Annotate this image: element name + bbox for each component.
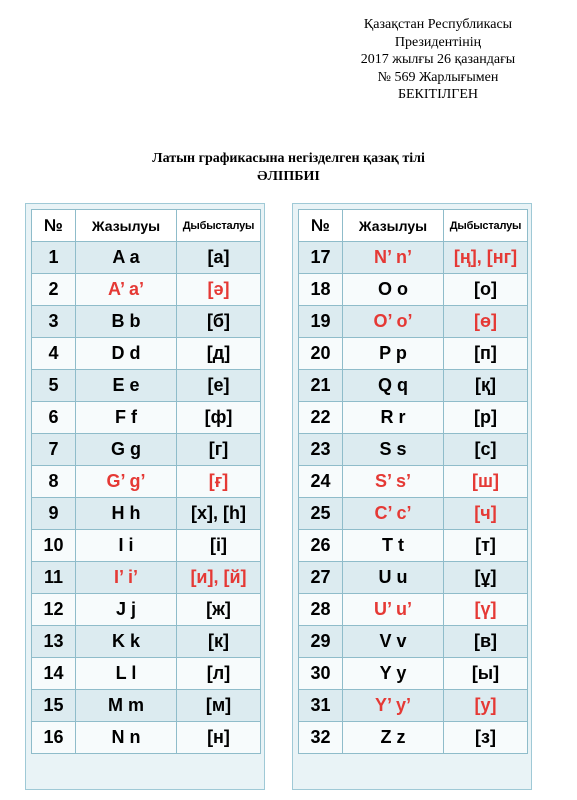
letter-pronunciation: [қ] [444, 370, 528, 402]
table-row [32, 242, 261, 274]
table-row [299, 466, 528, 498]
letter-number: 1 [32, 242, 76, 274]
table-row [32, 274, 261, 306]
decree-line: № 569 Жарлығымен [377, 69, 499, 85]
letter-pronunciation: [ң], [нг] [444, 242, 528, 274]
letter-pronunciation: [ы] [444, 658, 528, 690]
letter-pronunciation: [у] [444, 690, 528, 722]
letter-writing: Y y [343, 658, 444, 690]
table-row [299, 530, 528, 562]
letter-number: 27 [299, 562, 343, 594]
letter-pronunciation: [м] [177, 690, 261, 722]
table-row [299, 690, 528, 722]
letter-pronunciation: [з] [444, 722, 528, 754]
letter-number: 30 [299, 658, 343, 690]
table-row [299, 402, 528, 434]
letter-pronunciation: [c] [444, 434, 528, 466]
alphabet-table-right [298, 209, 528, 754]
table-row [299, 498, 528, 530]
letter-number: 11 [32, 562, 76, 594]
table-row [32, 658, 261, 690]
number-column-header: № [32, 210, 76, 242]
table-row [32, 498, 261, 530]
letter-number: 6 [32, 402, 76, 434]
decree-line: Президентінің [394, 34, 482, 50]
letter-number: 26 [299, 530, 343, 562]
letter-number: 31 [299, 690, 343, 722]
letter-number: 22 [299, 402, 343, 434]
letter-writing: G’ g’ [76, 466, 177, 498]
letter-number: 16 [32, 722, 76, 754]
pronunciation-column-header: Дыбысталуы [177, 210, 261, 242]
letter-writing: D d [76, 338, 177, 370]
table-header-row [299, 210, 528, 242]
letter-writing: F f [76, 402, 177, 434]
table-row [32, 370, 261, 402]
alphabet-table-left [31, 209, 261, 754]
table-row [299, 722, 528, 754]
letter-writing: S s [343, 434, 444, 466]
letter-writing: I’ i’ [76, 562, 177, 594]
letter-writing: O o [343, 274, 444, 306]
letter-pronunciation: [ө] [444, 306, 528, 338]
letter-writing: S’ s’ [343, 466, 444, 498]
letter-number: 24 [299, 466, 343, 498]
letter-number: 15 [32, 690, 76, 722]
table-row [32, 594, 261, 626]
pronunciation-column-header: Дыбысталуы [444, 210, 528, 242]
letter-number: 12 [32, 594, 76, 626]
document-subtitle: ӘЛІПБИІ [257, 169, 320, 184]
letter-writing: C’ c’ [343, 498, 444, 530]
letter-pronunciation: [ж] [177, 594, 261, 626]
table-row [32, 722, 261, 754]
table-row [299, 658, 528, 690]
letter-writing: K k [76, 626, 177, 658]
table-row [299, 562, 528, 594]
letter-writing: J j [76, 594, 177, 626]
letter-writing: U u [343, 562, 444, 594]
letter-writing: A a [76, 242, 177, 274]
letter-pronunciation: [к] [177, 626, 261, 658]
letter-pronunciation: [г] [177, 434, 261, 466]
letter-number: 19 [299, 306, 343, 338]
letter-writing: Y’ y’ [343, 690, 444, 722]
letter-writing: Z z [343, 722, 444, 754]
letter-number: 2 [32, 274, 76, 306]
letter-writing: Q q [343, 370, 444, 402]
table-row [32, 530, 261, 562]
letter-writing: G g [76, 434, 177, 466]
table-row [32, 402, 261, 434]
table-row [299, 306, 528, 338]
table-row [299, 370, 528, 402]
writing-column-header: Жазылуы [343, 210, 444, 242]
letter-number: 7 [32, 434, 76, 466]
letter-number: 4 [32, 338, 76, 370]
letter-pronunciation: [ш] [444, 466, 528, 498]
letter-number: 28 [299, 594, 343, 626]
letter-writing: N’ n’ [343, 242, 444, 274]
letter-pronunciation: [ғ] [177, 466, 261, 498]
table-row [299, 434, 528, 466]
letter-number: 18 [299, 274, 343, 306]
approval-stamp-text [318, 16, 558, 104]
alphabet-rows-left [32, 242, 261, 754]
table-row [32, 306, 261, 338]
letter-writing: E e [76, 370, 177, 402]
alphabet-rows-right [299, 242, 528, 754]
letter-number: 10 [32, 530, 76, 562]
letter-writing: L l [76, 658, 177, 690]
table-row [299, 594, 528, 626]
letter-pronunciation: [ә] [177, 274, 261, 306]
table-row [32, 562, 261, 594]
letter-pronunciation: [o] [444, 274, 528, 306]
letter-number: 29 [299, 626, 343, 658]
letter-number: 21 [299, 370, 343, 402]
letter-pronunciation: [б] [177, 306, 261, 338]
letter-pronunciation: [e] [177, 370, 261, 402]
letter-writing: I i [76, 530, 177, 562]
letter-number: 13 [32, 626, 76, 658]
table-row [299, 626, 528, 658]
letter-pronunciation: [в] [444, 626, 528, 658]
letter-writing: M m [76, 690, 177, 722]
letter-number: 14 [32, 658, 76, 690]
letter-number: 25 [299, 498, 343, 530]
letter-pronunciation: [д] [177, 338, 261, 370]
letter-number: 9 [32, 498, 76, 530]
table-row [299, 242, 528, 274]
table-row [32, 626, 261, 658]
letter-pronunciation: [т] [444, 530, 528, 562]
decree-line: 2017 жылғы 26 қазандағы [360, 52, 516, 67]
letter-writing: V v [343, 626, 444, 658]
letter-pronunciation: [и], [й] [177, 562, 261, 594]
letter-writing: A’ a’ [76, 274, 177, 306]
letter-pronunciation: [л] [177, 658, 261, 690]
letter-writing: U’ u’ [343, 594, 444, 626]
alphabet-panel-right [292, 203, 532, 790]
letter-pronunciation: [і] [177, 530, 261, 562]
letter-writing: N n [76, 722, 177, 754]
letter-pronunciation: [ұ] [444, 562, 528, 594]
letter-number: 23 [299, 434, 343, 466]
letter-number: 5 [32, 370, 76, 402]
table-header-row [32, 210, 261, 242]
alphabet-panel-left [25, 203, 265, 790]
letter-number: 3 [32, 306, 76, 338]
table-row [299, 274, 528, 306]
letter-writing: T t [343, 530, 444, 562]
letter-writing: B b [76, 306, 177, 338]
table-row [32, 466, 261, 498]
letter-number: 20 [299, 338, 343, 370]
document-title: Латын графикасына негізделген қазақ тілі [152, 151, 425, 166]
letter-pronunciation: [х], [h] [177, 498, 261, 530]
letter-writing: H h [76, 498, 177, 530]
letter-pronunciation: [п] [444, 338, 528, 370]
table-row [32, 338, 261, 370]
number-column-header: № [299, 210, 343, 242]
decree-line: БЕКІТІЛГЕН [397, 87, 479, 102]
letter-writing: O’ o’ [343, 306, 444, 338]
writing-column-header: Жазылуы [76, 210, 177, 242]
letter-writing: R r [343, 402, 444, 434]
letter-pronunciation: [ү] [444, 594, 528, 626]
letter-number: 8 [32, 466, 76, 498]
letter-pronunciation: [н] [177, 722, 261, 754]
letter-number: 17 [299, 242, 343, 274]
document-heading [0, 150, 577, 186]
letter-pronunciation: [р] [444, 402, 528, 434]
table-row [299, 338, 528, 370]
letter-writing: P p [343, 338, 444, 370]
letter-pronunciation: [ф] [177, 402, 261, 434]
decree-line: Қазақстан Республикасы [363, 17, 513, 32]
letter-pronunciation: [a] [177, 242, 261, 274]
table-row [32, 690, 261, 722]
letter-pronunciation: [ч] [444, 498, 528, 530]
table-row [32, 434, 261, 466]
letter-number: 32 [299, 722, 343, 754]
